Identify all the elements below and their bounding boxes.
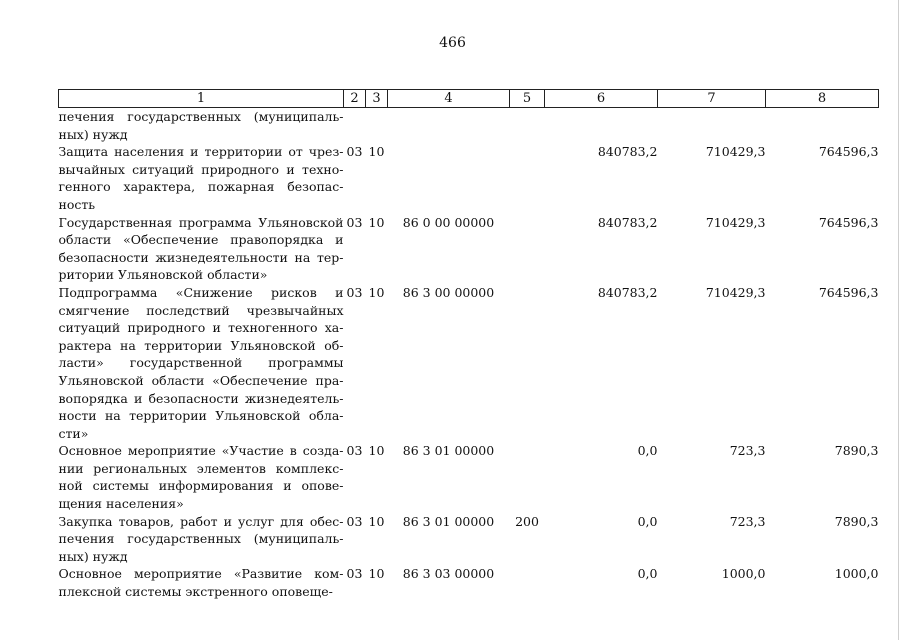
- cell-expense-type: [510, 143, 545, 213]
- cell-amount-col6: 840783,2: [597, 214, 658, 230]
- table-row: [59, 108, 879, 144]
- cell-target-code: [388, 108, 510, 144]
- cell-subsection: 10: [368, 443, 385, 459]
- cell-amount-col8: 1000,0: [834, 566, 879, 582]
- cell-expense-type: 200: [515, 513, 539, 529]
- page-edge: [898, 0, 899, 640]
- column-header: 7: [658, 90, 766, 108]
- cell-amount-col6: 0,0: [637, 513, 658, 529]
- cell-subsection: 10: [368, 566, 385, 582]
- row-description: Подпрограмма «Снижение рисков и смягчение последствий чрезвычайных ситуаций природного и техногенного ха-рактера на территории Ульяновской об-ласти» государственной программы Ульяновской области «Обеспечение пра-вопорядка и безопасности жизнедеятель-ности на территории Ульяновской обла-сти»: [58, 284, 344, 441]
- cell-section: 03: [346, 284, 363, 300]
- cell-amount-col8: 7890,3: [834, 443, 879, 459]
- row-description: Закупка товаров, работ и услуг для обес-печения государственных (муниципаль-ных) нужд: [58, 513, 344, 564]
- cell-amount-col8: [766, 108, 879, 144]
- cell-section: 03: [346, 513, 363, 529]
- header-row: [59, 90, 879, 108]
- cell-subsection: 10: [368, 214, 385, 230]
- cell-amount-col7: 710429,3: [705, 214, 766, 230]
- cell-amount-col8: 764596,3: [818, 144, 879, 160]
- cell-subsection: 10: [368, 144, 385, 160]
- cell-target-code: 86 3 01 00000: [402, 443, 495, 459]
- cell-section: 03: [346, 566, 363, 582]
- cell-amount-col8: 764596,3: [818, 284, 879, 300]
- cell-amount-col6: 840783,2: [597, 284, 658, 300]
- cell-target-code: 86 3 03 00000: [402, 566, 495, 582]
- table-row: [59, 442, 879, 512]
- cell-amount-col7: 723,3: [729, 513, 766, 529]
- table-row: [59, 284, 879, 442]
- cell-subsection: 10: [368, 513, 385, 529]
- cell-section: [344, 108, 366, 144]
- table-body: [59, 108, 879, 601]
- column-header: 2: [344, 90, 366, 108]
- cell-amount-col6: 0,0: [637, 443, 658, 459]
- cell-amount-col6: 0,0: [637, 566, 658, 582]
- cell-section: 03: [346, 214, 363, 230]
- cell-amount-col7: [658, 108, 766, 144]
- budget-table: [58, 89, 879, 601]
- column-header: 8: [766, 90, 879, 108]
- table-row: [59, 214, 879, 284]
- cell-expense-type: [510, 108, 545, 144]
- cell-expense-type: [510, 565, 545, 600]
- cell-expense-type: [510, 214, 545, 284]
- cell-subsection: 10: [368, 284, 385, 300]
- table-row: [59, 565, 879, 600]
- column-header: 5: [510, 90, 545, 108]
- row-description: Основное мероприятие «Участие в созда-нии региональных элементов комплекс-ной системы информирования и опове-щения населения»: [58, 443, 344, 512]
- column-header: 1: [59, 90, 344, 108]
- table-row: [59, 513, 879, 566]
- row-description: Основное мероприятие «Развитие ком-плексной системы экстренного оповеще-: [58, 566, 344, 600]
- cell-expense-type: [510, 442, 545, 512]
- row-description: печения государственных (муниципаль-ных) нужд: [58, 109, 344, 142]
- row-description: Государственная программа Ульяновской области «Обеспечение правопорядка и безопасности жизнедеятельности на тер-ритории Ульяновской области»: [58, 214, 344, 283]
- page-number: 466: [439, 35, 466, 51]
- column-header: 6: [545, 90, 658, 108]
- cell-amount-col8: 764596,3: [818, 214, 879, 230]
- row-description: Защита населения и территории от чрез-вычайных ситуаций природного и техно-генного характера, пожарная безопас-ность: [58, 144, 344, 212]
- column-header: 4: [388, 90, 510, 108]
- table-row: [59, 143, 879, 213]
- cell-amount-col6: [545, 108, 658, 144]
- cell-target-code: 86 3 00 00000: [402, 284, 495, 300]
- cell-expense-type: [510, 284, 545, 442]
- cell-amount-col7: 710429,3: [705, 284, 766, 300]
- cell-amount-col8: 7890,3: [834, 513, 879, 529]
- cell-subsection: [366, 108, 388, 144]
- table-header: [59, 90, 879, 108]
- cell-section: 03: [346, 144, 363, 160]
- cell-amount-col7: 710429,3: [705, 144, 766, 160]
- cell-target-code: [388, 143, 510, 213]
- cell-target-code: 86 3 01 00000: [402, 513, 495, 529]
- cell-section: 03: [346, 443, 363, 459]
- cell-amount-col7: 1000,0: [721, 566, 766, 582]
- column-header: 3: [366, 90, 388, 108]
- cell-amount-col6: 840783,2: [597, 144, 658, 160]
- cell-amount-col7: 723,3: [729, 443, 766, 459]
- cell-target-code: 86 0 00 00000: [402, 214, 495, 230]
